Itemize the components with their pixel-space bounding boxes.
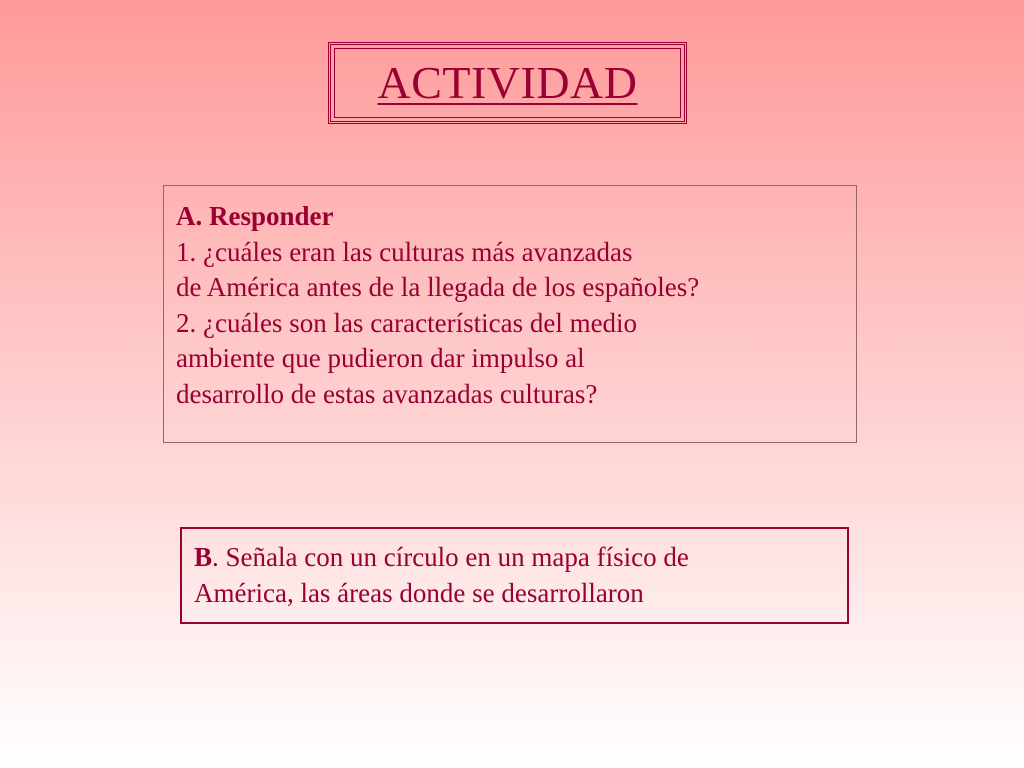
- section-b-line-1: [194, 539, 847, 575]
- section-a-heading: A. Responder: [176, 201, 334, 231]
- title-frame: [328, 42, 687, 124]
- section-b-line-1-text: . Señala con un círculo en un mapa físico de: [212, 542, 689, 572]
- section-a-line: de América antes de la llegada de los españoles?: [176, 272, 700, 302]
- section-a-box: [163, 185, 857, 443]
- section-b-line-2: América, las áreas donde se desarrollaron: [194, 578, 644, 608]
- section-b-label: B: [194, 542, 213, 572]
- section-b-box: [180, 527, 849, 624]
- section-a-line: ambiente que pudieron dar impulso al: [176, 343, 585, 373]
- section-a-line: 1. ¿cuáles eran las culturas más avanzadas: [176, 236, 633, 267]
- title-inner-border: [334, 48, 681, 118]
- section-a-line: 2. ¿cuáles son las características del medio: [176, 307, 638, 338]
- section-a-line: desarrollo de estas avanzadas culturas?: [176, 378, 598, 409]
- page-title: ACTIVIDAD: [377, 57, 638, 108]
